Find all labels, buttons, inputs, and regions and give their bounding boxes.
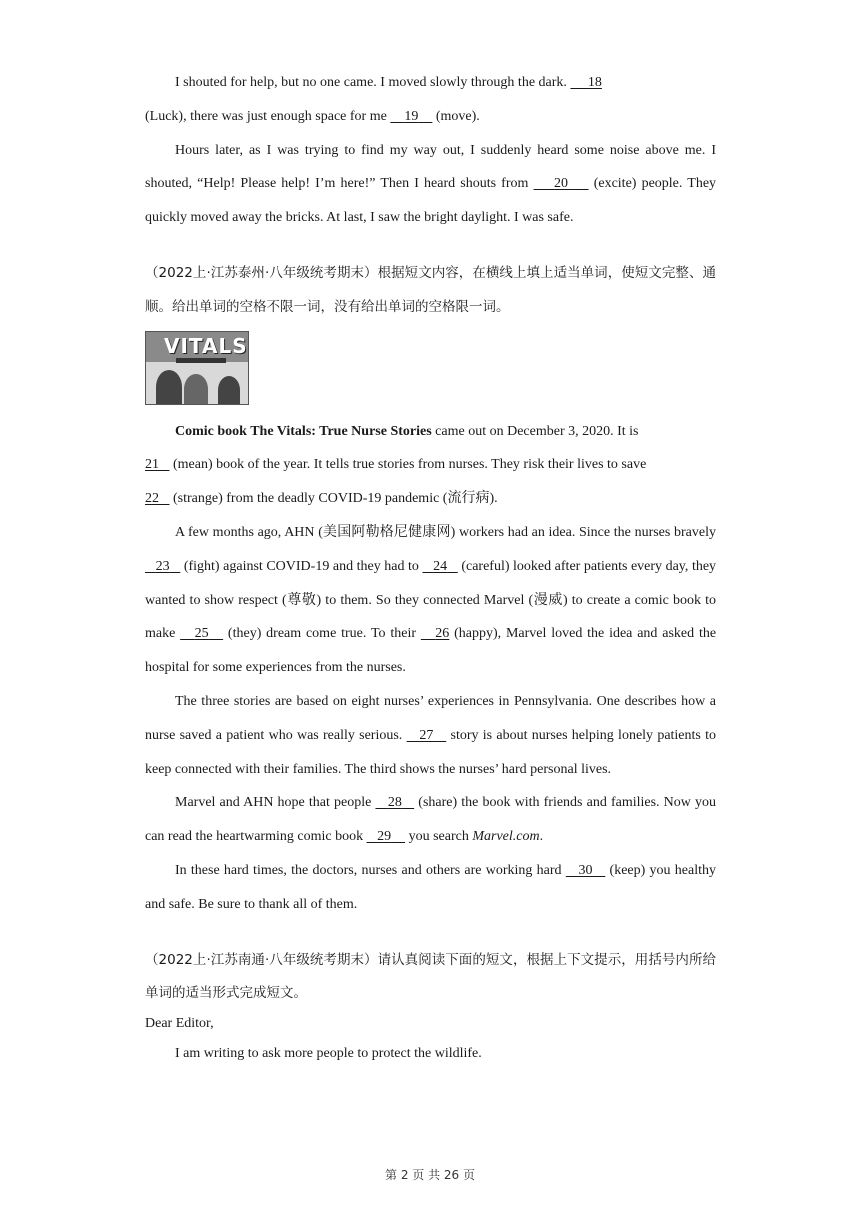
blank-21[interactable]: 21 <box>145 457 159 473</box>
blank-26[interactable]: 26 <box>435 626 450 642</box>
page-footer: 第 2 页 共 26 页 <box>385 1168 475 1182</box>
blank-22[interactable]: 22 <box>145 491 159 507</box>
paragraph-6: Marvel and AHN hope that people 28 (share) the book with friends and families. Now you can read the heartwarming comic book 29 you search Marvel.com. <box>145 795 717 845</box>
paragraph-3: Comic book The Vitals: True Nurse Stories came out on December 3, 2020. It is 21 (mean) book of the year. It tells true stories from nurses. They risk their lives to save 22 (strange) from the deadly COVID-19 pandemic (流行病). <box>145 423 647 507</box>
blank-23[interactable]: 23 <box>155 558 170 574</box>
site-name: Marvel.com <box>472 829 540 845</box>
blank-27[interactable]: 27 <box>419 727 434 743</box>
section-instruction-taizhou: （2022上·江苏泰州·八年级统考期末）根据短文内容，在横线上填上适当单词，使短文完整、通顺。给出单词的空格不限一词，没有给出单词的空格限一词。 <box>145 264 716 315</box>
letter-line-1: I am writing to ask more people to protect the wildlife. <box>175 1046 482 1062</box>
blank-18[interactable]: 18 <box>587 75 602 90</box>
letter-greeting: Dear Editor, <box>145 1016 214 1032</box>
paragraph-7: In these hard times, the doctors, nurses and others are working hard 30 (keep) you healthy and safe. Be sure to thank all of them. <box>145 862 716 912</box>
blank-29[interactable]: 29 <box>377 829 392 845</box>
paragraph-1: I shouted for help, but no one came. I moved slowly through the dark. 18 (Luck), there was just enough space for me 19 (move). <box>145 75 602 124</box>
comic-logo: VITALS <box>164 333 248 358</box>
comic-cover-image <box>145 331 249 405</box>
blank-24[interactable]: 24 <box>433 558 448 574</box>
paragraph-2: Hours later, as I was trying to find my way out, I suddenly heard some noise above me. I shouted, “Help! Please help! I’m here!” Then I heard shouts from 20 (excite) people. They quickly moved away the bricks. At last, I saw the bright daylight. I was safe. <box>145 142 717 226</box>
blank-20[interactable]: 20 <box>554 176 569 192</box>
comic-title: Comic book The Vitals: True Nurse Stories <box>175 423 432 439</box>
blank-19[interactable]: 19 <box>404 108 419 124</box>
section-instruction-nantong: （2022上·江苏南通·八年级统考期末）请认真阅读下面的短文，根据上下文提示，用括号内所给单词的适当形式完成短文。 <box>145 951 716 1002</box>
paragraph-4: A few months ago, AHN (美国阿勒格尼健康网) workers had an idea. Since the nurses bravely 23 (fight) against COVID-19 and they had to 24 (careful) looked after patients every day, they wanted to show respect (尊敬) to them. So they connected Marvel (漫威) to create a comic book to make 25 (they) dream come true. To their 26 (happy), Marvel loved the idea and asked the hospital for some experiences from the nurses. <box>145 524 717 676</box>
document-page <box>145 66 716 1071</box>
blank-30[interactable]: 30 <box>578 862 593 878</box>
paragraph-5: The three stories are based on eight nurses’ experiences in Pennsylvania. One describes how a nurse saved a patient who was really serious. 27 story is about nurses helping lonely patients to keep connected with their families. The third shows the nurses’ hard personal lives. <box>145 693 717 777</box>
blank-28[interactable]: 28 <box>387 795 402 811</box>
blank-25[interactable]: 25 <box>194 626 209 642</box>
